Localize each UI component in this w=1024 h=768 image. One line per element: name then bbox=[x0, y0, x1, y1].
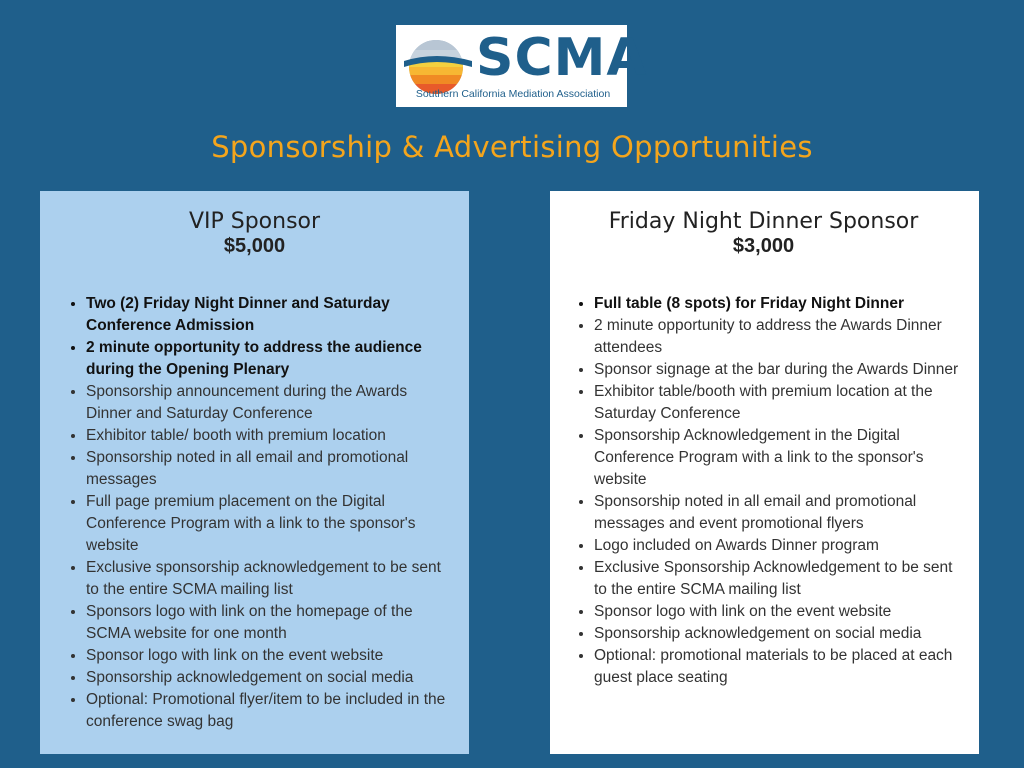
list-item: • Sponsor signage at the bar during the Awards Dinner bbox=[594, 359, 967, 381]
list-item: • Sponsorship acknowledgement on social media bbox=[594, 623, 967, 645]
vip-benefits-list bbox=[66, 293, 457, 733]
list-item: • Sponsorship noted in all email and promotional messages bbox=[86, 447, 457, 491]
vip-card-title: VIP Sponsor bbox=[188, 209, 321, 234]
dinner-benefits-list bbox=[574, 293, 967, 689]
dinner-card-title: Friday Night Dinner Sponsor bbox=[608, 209, 919, 234]
list-item: • Exclusive sponsorship acknowledgement to be sent to the entire SCMA mailing list bbox=[86, 557, 457, 601]
list-item: • Full table (8 spots) for Friday Night Dinner bbox=[594, 293, 967, 315]
dinner-card-price: $3,000 bbox=[732, 235, 795, 257]
list-item: • Exhibitor table/booth with premium location at the Saturday Conference bbox=[594, 381, 967, 425]
list-item: • Optional: Promotional flyer/item to be included in the conference swag bag bbox=[86, 689, 457, 733]
scma-logo bbox=[396, 25, 648, 107]
list-item: • Sponsorship noted in all email and promotional messages and event promotional flyers bbox=[594, 491, 967, 535]
page-title: Sponsorship & Advertising Opportunities bbox=[211, 130, 813, 164]
list-item: • Full page premium placement on the Digital Conference Program with a link to the sponsor's website bbox=[86, 491, 457, 557]
vip-card-price: $5,000 bbox=[223, 235, 286, 257]
list-item: • Exhibitor table/ booth with premium location bbox=[86, 425, 457, 447]
vip-sponsor-card bbox=[40, 191, 469, 754]
list-item: • Sponsor logo with link on the event website bbox=[594, 601, 967, 623]
list-item: • Sponsorship acknowledgement on social media bbox=[86, 667, 457, 689]
list-item: • Logo included on Awards Dinner program bbox=[594, 535, 967, 557]
list-item: • 2 minute opportunity to address the Awards Dinner attendees bbox=[594, 315, 967, 359]
list-item: • Optional: promotional materials to be placed at each guest place seating bbox=[594, 645, 967, 689]
logo-wordmark: SCMA bbox=[476, 28, 648, 88]
list-item: • 2 minute opportunity to address the audience during the Opening Plenary bbox=[86, 337, 457, 381]
list-item: • Sponsor logo with link on the event website bbox=[86, 645, 457, 667]
dinner-sponsor-card bbox=[550, 191, 979, 754]
logo-subtitle: Southern California Mediation Association bbox=[415, 88, 611, 100]
list-item: • Exclusive Sponsorship Acknowledgement to be sent to the entire SCMA mailing list bbox=[594, 557, 967, 601]
list-item: • Sponsors logo with link on the homepage of the SCMA website for one month bbox=[86, 601, 457, 645]
list-item: • Sponsorship Acknowledgement in the Digital Conference Program with a link to the sponsor's website bbox=[594, 425, 967, 491]
list-item: • Two (2) Friday Night Dinner and Saturday Conference Admission bbox=[86, 293, 457, 337]
list-item: • Sponsorship announcement during the Awards Dinner and Saturday Conference bbox=[86, 381, 457, 425]
